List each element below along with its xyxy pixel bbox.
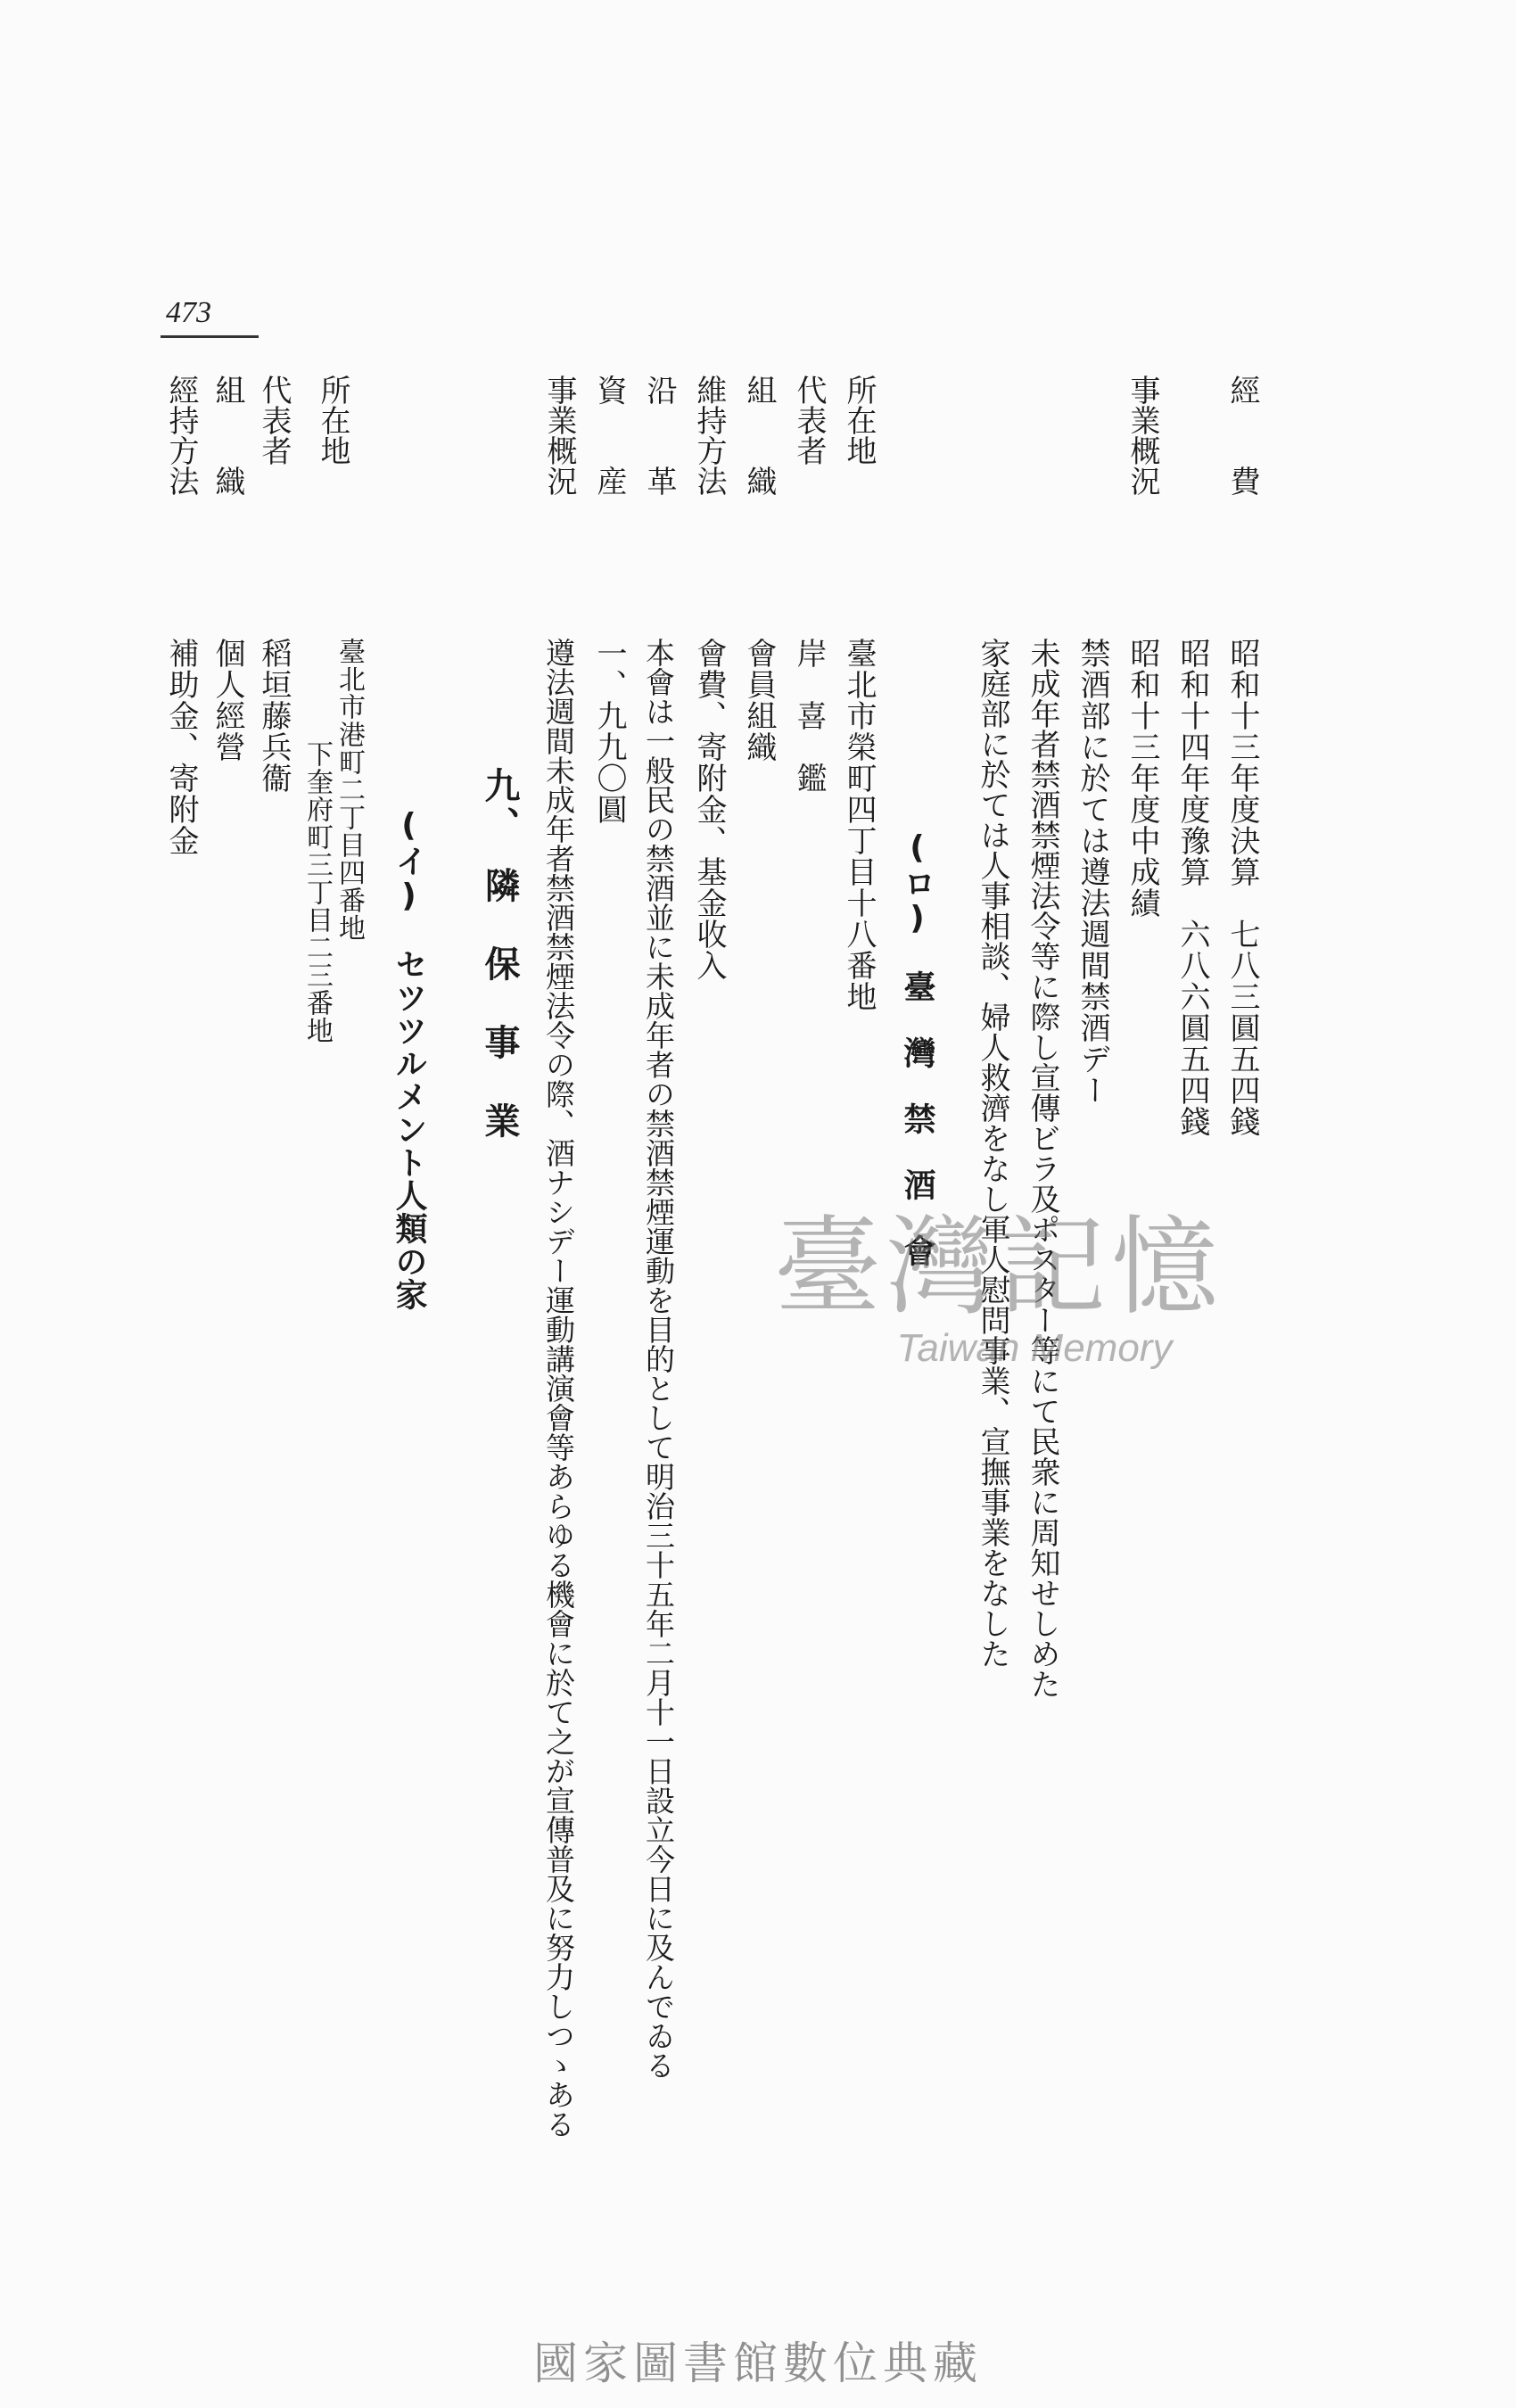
section-i-title: (イ) セツツルメント人類の家 bbox=[391, 807, 427, 1311]
prev-business-label: 事業概況 bbox=[1125, 375, 1160, 496]
ro-location-value: 臺北市榮町四丁目十八番地 bbox=[841, 638, 877, 1012]
ro-business-label: 事業概況 bbox=[541, 375, 577, 496]
i-maintenance-value: 補助金、寄附金 bbox=[163, 638, 199, 856]
expenses-label: 經 費 bbox=[1224, 375, 1260, 496]
i-representative-label: 代表者 bbox=[256, 375, 292, 466]
i-representative-value: 稻垣藤兵衞 bbox=[256, 638, 292, 794]
ro-representative-label: 代表者 bbox=[791, 375, 827, 466]
ro-history-value: 本會は一般民の禁酒並に未成年者の禁酒禁煙運動を目的として明治三十五年二月十一日設立今日に及んでゐる bbox=[641, 638, 676, 2080]
ro-assets-label: 資 産 bbox=[591, 375, 627, 496]
expenses-line-2: 昭和十四年度豫算 六八六圓五四錢 bbox=[1174, 638, 1210, 1137]
page-number: 473 bbox=[166, 296, 211, 329]
ro-business-value: 遵法週間未成年者禁酒禁煙法令の際、酒ナシデー運動講演會等あらゆる機會に於て之が宣傳普及に努力しつゝある bbox=[541, 638, 576, 2139]
i-location-label: 所在地 bbox=[315, 375, 350, 466]
ro-history-label: 沿 革 bbox=[641, 375, 677, 496]
ro-location-label: 所在地 bbox=[841, 375, 877, 466]
prev-business-line-4: 家庭部に於ては人事相談、婦人救濟をなし軍人慰問事業、宣撫事業をなした bbox=[975, 638, 1010, 1669]
i-location-value-a: 臺北市港町二丁目四番地 bbox=[334, 638, 365, 942]
expenses-line-1: 昭和十三年度決算 七八三圓五四錢 bbox=[1224, 638, 1260, 1137]
prev-business-line-2: 禁酒部に於ては遵法週間禁酒デー bbox=[1075, 638, 1110, 1106]
page-number-rule bbox=[161, 335, 259, 338]
chapter-nine-title: 九、 隣 保 事 業 bbox=[479, 767, 520, 1142]
ro-representative-value: 岸 喜 鑑 bbox=[791, 638, 827, 794]
prev-business-line-1: 昭和十三年度中成績 bbox=[1125, 638, 1160, 919]
i-organization-label: 組 織 bbox=[210, 375, 245, 496]
ro-organization-value: 會員組織 bbox=[741, 638, 777, 763]
section-ro-title: (ロ) 臺 灣 禁 酒 會 bbox=[899, 829, 935, 1267]
i-location-value-b: 下奎府町三丁目二三番地 bbox=[301, 740, 333, 1044]
ro-maintenance-label: 維持方法 bbox=[691, 375, 727, 496]
ro-maintenance-value: 會費、寄附金、基金收入 bbox=[691, 638, 727, 981]
prev-business-line-3: 未成年者禁酒禁煙法令等に際し宣傳ビラ及ポスター等にて民衆に周知せしめた bbox=[1025, 638, 1060, 1699]
ro-organization-label: 組 織 bbox=[741, 375, 777, 496]
library-footer: 國家圖書館數位典藏 bbox=[533, 2338, 983, 2389]
ro-assets-value: 一、九九〇圓 bbox=[591, 638, 627, 825]
watermark-english: Taiwan Memory bbox=[896, 1326, 1173, 1370]
taiwan-memory-watermark bbox=[749, 1182, 1248, 1371]
i-maintenance-label: 經持方法 bbox=[163, 375, 199, 496]
i-organization-value: 個人經營 bbox=[210, 638, 245, 763]
watermark-chinese: 臺灣記憶 bbox=[774, 1206, 1224, 1330]
